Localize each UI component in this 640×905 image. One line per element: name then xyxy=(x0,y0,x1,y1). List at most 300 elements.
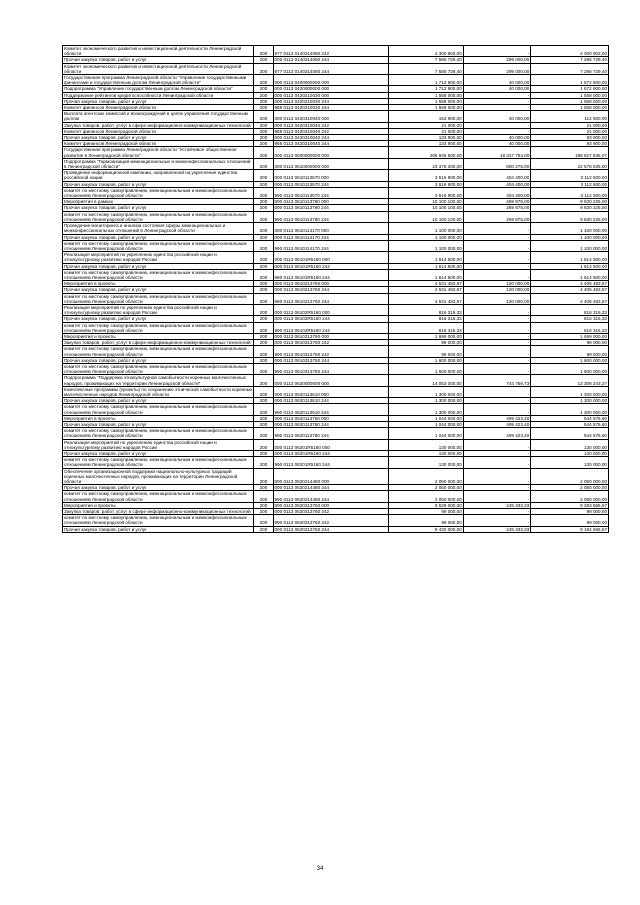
row-executed-cell: - xyxy=(463,468,531,485)
row-code-cell: 200 xyxy=(254,304,273,315)
row-executed-cell: - xyxy=(463,122,531,128)
row-kbk-cell: 990 0113 0610313760 242 xyxy=(273,346,389,357)
row-executed-cell: - xyxy=(463,234,531,240)
row-approved-cell: 3 516 900,00 xyxy=(389,187,463,198)
row-kbk-cell: 990 0113 0610113570 244 xyxy=(273,187,389,198)
row-remaining-cell: 13 308 243,27 xyxy=(531,375,609,386)
row-kbk-cell: 000 0113 06102R5160 000 xyxy=(273,304,389,315)
row-remaining-cell: 1 614 500,00 xyxy=(531,269,609,280)
row-executed-cell: - xyxy=(463,340,531,346)
row-name-cell: Государственная программа Ленинградской области "Устойчивое общественное развитие в Ленинградской области" xyxy=(63,147,254,158)
row-executed-cell: 404 400,00 xyxy=(463,187,531,198)
row-executed-cell: 299 000,00 xyxy=(463,63,531,74)
row-kbk-cell: 000 0113 0610313760 244 xyxy=(273,357,389,363)
row-approved-cell: 3 516 900,00 xyxy=(389,181,463,187)
row-remaining-cell: 7 286 729,40 xyxy=(531,57,609,63)
row-remaining-cell: 1 600 000,00 xyxy=(531,363,609,374)
row-executed-cell: - xyxy=(463,346,531,357)
row-approved-cell: 2 050 000,00 xyxy=(389,468,463,485)
row-name-cell: комитет по местному самоуправлению, межнациональным и межконфессиональным отношениям Ленинградской области xyxy=(63,457,254,468)
row-approved-cell: 9 529 000,00 xyxy=(389,502,463,508)
row-code-cell: 200 xyxy=(254,375,273,386)
row-approved-cell: 10 100 100,00 xyxy=(389,205,463,211)
row-executed-cell: 120 000,00 xyxy=(463,293,531,304)
row-code-cell: 200 xyxy=(254,135,273,141)
row-executed-cell: 744 756,73 xyxy=(463,375,531,386)
row-kbk-cell: 990 0113 0620113610 244 xyxy=(273,404,389,415)
row-code-cell: 200 xyxy=(254,415,273,421)
row-kbk-cell: 000 0113 0610313760 000 xyxy=(273,333,389,339)
row-name-cell: Мероприятия и проекты xyxy=(63,502,254,508)
row-approved-cell: 99 000,00 xyxy=(389,346,463,357)
row-approved-cell: 130 000,00 xyxy=(389,457,463,468)
row-kbk-cell: 990 0113 0610213760 244 xyxy=(273,293,389,304)
table-row xyxy=(63,526,609,532)
row-approved-cell: 1 712 900,00 xyxy=(389,86,463,92)
row-approved-cell: 14 053 000,00 xyxy=(389,375,463,386)
row-approved-cell: 130 000,00 xyxy=(389,451,463,457)
row-code-cell: 200 xyxy=(254,269,273,280)
row-executed-cell: - xyxy=(463,252,531,263)
row-executed-cell: 18 317 754,00 xyxy=(463,147,531,158)
row-name-cell: Прочая закупка товаров, работ и услуг xyxy=(63,135,254,141)
row-name-cell: комитет по местному самоуправлению, межнациональным и межконфессиональным отношениям Ленинградской области xyxy=(63,515,254,526)
row-executed-cell: - xyxy=(463,128,531,134)
row-approved-cell: 4 531 483,67 xyxy=(389,281,463,287)
row-name-cell: комитет по местному самоуправлению, межнациональным и межконфессиональным отношениям Ленинградской области xyxy=(63,363,254,374)
row-code-cell: 200 xyxy=(254,509,273,515)
row-kbk-cell: 990 0113 0610113760 244 xyxy=(273,211,389,222)
row-kbk-cell: 000 0113 0620113610 000 xyxy=(273,386,389,397)
row-name-cell: комитет по местному самоуправлению, межнациональным и межконфессиональным отношениям Ленинградской области xyxy=(63,428,254,439)
row-executed-cell: - xyxy=(463,485,531,491)
row-approved-cell: 9 430 000,00 xyxy=(389,526,463,532)
row-name-cell: Прочая закупка товаров, работ и услуг xyxy=(63,57,254,63)
row-approved-cell: 206 945 600,00 xyxy=(389,147,463,158)
row-approved-cell: 130 000,00 xyxy=(389,439,463,450)
row-remaining-cell: 93 900,00 xyxy=(531,141,609,147)
row-kbk-cell: 000 0113 0600000000 000 xyxy=(273,147,389,158)
row-approved-cell: 1 300 000,00 xyxy=(389,386,463,397)
row-kbk-cell: 985 0113 0420310040 242 xyxy=(273,128,389,134)
row-remaining-cell: 1 558 000,00 xyxy=(531,105,609,111)
row-approved-cell: 1 044 000,00 xyxy=(389,422,463,428)
row-executed-cell: - xyxy=(463,98,531,104)
row-kbk-cell: 000 0113 0420310040 242 xyxy=(273,122,389,128)
row-approved-cell: 10 100 100,00 xyxy=(389,211,463,222)
row-code-cell: 200 xyxy=(254,451,273,457)
row-name-cell: Реализация мероприятий по укреплению единства российской нации и этнокультурному развитию народов России xyxy=(63,304,254,315)
table-row xyxy=(63,187,609,198)
row-approved-cell: 1 712 900,00 xyxy=(389,75,463,86)
row-code-cell: 200 xyxy=(254,92,273,98)
row-name-cell: Комитет экономического развития и инвестиционной деятельности Ленинградской области xyxy=(63,46,254,57)
row-kbk-cell: 990 0113 06102R5160 244 xyxy=(273,322,389,333)
row-kbk-cell: 000 0113 0620214480 000 xyxy=(273,468,389,485)
row-kbk-cell: 000 0113 0610213760 000 xyxy=(273,281,389,287)
row-name-cell: Комитет финансов Ленинградской области xyxy=(63,141,254,147)
row-name-cell: Мероприятия и проекты xyxy=(63,333,254,339)
row-approved-cell: 1 558 000,00 xyxy=(389,92,463,98)
row-remaining-cell: 2 050 000,00 xyxy=(531,491,609,502)
row-name-cell: комитет по местному самоуправлению, межнациональным и межконфессиональным отношениям Ленинградской области xyxy=(63,293,254,304)
row-approved-cell: 1 614 500,00 xyxy=(389,263,463,269)
row-remaining-cell: 1 558 000,00 xyxy=(531,98,609,104)
row-remaining-cell: 816 316,33 xyxy=(531,322,609,333)
row-remaining-cell: 1 672 900,00 xyxy=(531,75,609,86)
table-row xyxy=(63,223,609,234)
row-kbk-cell: 000 0113 0610114170 000 xyxy=(273,223,389,234)
row-kbk-cell: 000 0113 0620113610 244 xyxy=(273,398,389,404)
row-approved-cell: 7 585 729,40 xyxy=(389,63,463,74)
row-name-cell: Прочая закупка товаров, работ и услуг xyxy=(63,451,254,457)
row-approved-cell: 1 614 500,00 xyxy=(389,269,463,280)
row-remaining-cell: 188 627 845,07 xyxy=(531,147,609,158)
row-name-cell: Подпрограмма "Поддержка этнокультурной самобытности коренных малочисленных народов, проживающих на территории Ленинградской области" xyxy=(63,375,254,386)
table-row xyxy=(63,46,609,57)
row-name-cell: Поддержание рейтингов кредитоспособности Ленинградской области xyxy=(63,92,254,98)
row-executed-cell: 40 000,00 xyxy=(463,141,531,147)
table-row xyxy=(63,346,609,357)
row-approved-cell: 1 300 000,00 xyxy=(389,404,463,415)
row-executed-cell: - xyxy=(463,105,531,111)
row-kbk-cell: 000 0113 0610113760 244 xyxy=(273,205,389,211)
row-remaining-cell: 1 300 000,00 xyxy=(531,404,609,415)
row-code-cell: 200 xyxy=(254,340,273,346)
row-code-cell: 200 xyxy=(254,46,273,57)
row-approved-cell: 816 316,33 xyxy=(389,316,463,322)
row-approved-cell: 1 100 000,00 xyxy=(389,240,463,251)
row-remaining-cell: 99 000,00 xyxy=(531,340,609,346)
row-kbk-cell: 000 0113 0620313760 000 xyxy=(273,502,389,508)
row-code-cell: 200 xyxy=(254,346,273,357)
row-name-cell: Прочая закупка товаров, работ и услуг xyxy=(63,234,254,240)
row-remaining-cell: 1 614 500,00 xyxy=(531,263,609,269)
row-remaining-cell: 9 830 225,00 xyxy=(531,205,609,211)
row-kbk-cell: 985 0113 0420310040 244 xyxy=(273,141,389,147)
row-executed-cell: - xyxy=(463,92,531,98)
row-remaining-cell: 1 100 000,00 xyxy=(531,234,609,240)
row-name-cell: комитет по местному самоуправлению, межнациональным и межконфессиональным отношениям Ленинградской области xyxy=(63,404,254,415)
row-kbk-cell: 000 0113 0620313760 244 xyxy=(273,526,389,532)
row-executed-cell: 269 875,00 xyxy=(463,199,531,205)
row-code-cell: 200 xyxy=(254,147,273,158)
row-code-cell: 200 xyxy=(254,491,273,502)
row-approved-cell: 1 600 000,00 xyxy=(389,357,463,363)
row-remaining-cell: 9 830 225,00 xyxy=(531,199,609,205)
row-executed-cell: - xyxy=(463,404,531,415)
table-body xyxy=(63,46,609,533)
row-remaining-cell: 99 000,00 xyxy=(531,346,609,357)
row-name-cell: Мероприятия в проекты xyxy=(63,415,254,421)
row-remaining-cell: 1 100 000,00 xyxy=(531,223,609,234)
row-executed-cell: - xyxy=(463,322,531,333)
row-name-cell: комитет по местному самоуправлению, межнациональным и межконфессиональным отношениям Ленинградской области xyxy=(63,346,254,357)
row-approved-cell: 1 044 000,00 xyxy=(389,428,463,439)
row-name-cell: Проведение мониторинга и анализа состояния сферы межнациональных и межконфессиональных отношений в Ленинградской области xyxy=(63,223,254,234)
row-executed-cell: - xyxy=(463,491,531,502)
row-executed-cell: - xyxy=(463,439,531,450)
row-remaining-cell: 1 100 000,00 xyxy=(531,240,609,251)
row-name-cell: комитет по местному самоуправлению, межнациональным и межконфессиональным отношениям Ленинградской области xyxy=(63,269,254,280)
row-approved-cell: 1 100 000,00 xyxy=(389,223,463,234)
row-code-cell: 200 xyxy=(254,252,273,263)
row-kbk-cell: 000 0113 0420310040 000 xyxy=(273,111,389,122)
row-kbk-cell: 000 0113 0140314080 244 xyxy=(273,57,389,63)
row-remaining-cell: 1 300 000,00 xyxy=(531,398,609,404)
row-approved-cell: 10 100 100,00 xyxy=(389,199,463,205)
row-approved-cell: 21 000,00 xyxy=(389,122,463,128)
row-remaining-cell: 4 405 483,67 xyxy=(531,281,609,287)
row-kbk-cell: 977 0113 0140314080 242 xyxy=(273,46,389,57)
row-code-cell: 200 xyxy=(254,98,273,104)
row-remaining-cell: 2 050 000,00 xyxy=(531,468,609,485)
row-approved-cell: 21 000,00 xyxy=(389,128,463,134)
row-executed-cell: 40 000,00 xyxy=(463,75,531,86)
table-row xyxy=(63,75,609,86)
row-name-cell: Комитет экономического развития и инвестиционной деятельности Ленинградской области xyxy=(63,63,254,74)
row-code-cell: 200 xyxy=(254,128,273,134)
row-approved-cell: 154 900,00 xyxy=(389,111,463,122)
row-approved-cell: 1 044 000,00 xyxy=(389,415,463,421)
row-kbk-cell: 000 0113 06102R5160 244 xyxy=(273,316,389,322)
table-row xyxy=(63,322,609,333)
row-remaining-cell: 3 112 500,00 xyxy=(531,187,609,198)
row-name-cell: комитет по местному самоуправлению, межнациональным и межконфессиональным отношениям Ленинградской области xyxy=(63,322,254,333)
row-code-cell: 200 xyxy=(254,502,273,508)
row-remaining-cell: 22 578 025,00 xyxy=(531,158,609,169)
row-kbk-cell: 977 0113 0140314080 244 xyxy=(273,63,389,74)
row-code-cell: 200 xyxy=(254,234,273,240)
row-executed-cell: 40 000,00 xyxy=(463,111,531,122)
row-remaining-cell: 9 283 666,67 xyxy=(531,502,609,508)
row-remaining-cell: 9 184 666,67 xyxy=(531,526,609,532)
row-kbk-cell: 000 0113 0610113760 000 xyxy=(273,199,389,205)
row-code-cell: 200 xyxy=(254,141,273,147)
row-approved-cell: 1 600 000,00 xyxy=(389,363,463,374)
row-name-cell: комитет по местному самоуправлению, межнациональным и межконфессиональным отношениям Ленинградской области xyxy=(63,491,254,502)
row-name-cell: Комплексные программы (проекты) по сохранению этнической самобытности коренных малочисленных народов Ленинградской области xyxy=(64,386,253,397)
row-approved-cell: 2 050 000,00 xyxy=(389,485,463,491)
row-code-cell: 200 xyxy=(254,223,273,234)
table-row xyxy=(63,439,609,450)
row-remaining-cell: 1 672 900,00 xyxy=(531,86,609,92)
table-row xyxy=(63,375,609,386)
row-name-cell: Закупка товаров, работ, услуг в сфере информационно-коммуникационных технологий xyxy=(63,122,254,128)
row-name-cell: Прочая закупка товаров, работ и услуг xyxy=(63,422,254,428)
row-name-cell: Реализация мероприятий по укреплению единства российской нации и этнокультурному развитию народов России xyxy=(63,252,254,263)
row-remaining-cell: 21 000,00 xyxy=(531,122,609,128)
row-name-cell: Прочая закупка товаров, работ и услуг xyxy=(63,287,254,293)
row-executed-cell: 404 400,00 xyxy=(463,170,531,181)
row-executed-cell: 299 000,00 xyxy=(463,57,531,63)
row-name-cell: Прочая закупка товаров, работ и услуг xyxy=(63,316,254,322)
row-approved-cell: 133 900,00 xyxy=(389,135,463,141)
row-kbk-cell: 000 0113 0420210030 244 xyxy=(273,98,389,104)
row-executed-cell: 499 423,40 xyxy=(463,428,531,439)
row-approved-cell: 4 531 483,67 xyxy=(389,293,463,304)
row-remaining-cell: 4 300 903,00 xyxy=(531,46,609,57)
row-remaining-cell: 544 576,60 xyxy=(531,422,609,428)
row-kbk-cell: 000 0113 0620113760 244 xyxy=(273,422,389,428)
row-code-cell: 200 xyxy=(254,468,273,485)
row-executed-cell: - xyxy=(463,509,531,515)
row-kbk-cell: 000 0113 06201R5160 244 xyxy=(273,451,389,457)
row-remaining-cell: 816 316,33 xyxy=(531,316,609,322)
table-row xyxy=(63,240,609,251)
row-remaining-cell: 544 576,60 xyxy=(531,415,609,421)
row-executed-cell: - xyxy=(463,451,531,457)
row-code-cell: 200 xyxy=(254,428,273,439)
row-kbk-cell: 000 0113 0610113570 000 xyxy=(273,170,389,181)
row-approved-cell: 99 000,00 xyxy=(389,509,463,515)
row-executed-cell: 269 875,00 xyxy=(463,205,531,211)
row-executed-cell: 120 000,00 xyxy=(463,281,531,287)
row-approved-cell: 1 100 000,00 xyxy=(389,234,463,240)
row-executed-cell: 269 875,00 xyxy=(463,211,531,222)
row-executed-cell: - xyxy=(463,240,531,251)
row-code-cell: 200 xyxy=(254,240,273,251)
row-code-cell: 200 xyxy=(254,57,273,63)
table-row xyxy=(63,515,609,526)
row-approved-cell: 7 585 729,40 xyxy=(389,57,463,63)
row-executed-cell: - xyxy=(463,263,531,269)
table-row xyxy=(63,293,609,304)
row-kbk-cell: 000 0113 0610000000 000 xyxy=(273,158,389,169)
row-executed-cell: - xyxy=(463,304,531,315)
row-name-cell: Прочая закупка товаров, работ и услуг xyxy=(63,263,254,269)
table-row xyxy=(63,111,609,122)
row-executed-cell: - xyxy=(463,357,531,363)
row-code-cell: 200 xyxy=(254,211,273,222)
row-name-cell: Подпрограмма "Гармонизация межнациональных и межконфессиональных отношений в Ленинградской области" xyxy=(63,158,254,169)
row-remaining-cell: 1 600 000,00 xyxy=(531,357,609,363)
row-remaining-cell: 1 300 000,00 xyxy=(531,386,609,397)
row-approved-cell: 23 378 300,00 xyxy=(389,158,463,169)
row-remaining-cell: 130 000,00 xyxy=(531,451,609,457)
row-code-cell: 200 xyxy=(254,187,273,198)
page-number: 34 xyxy=(316,866,324,872)
table-row xyxy=(63,491,609,502)
row-executed-cell: 404 400,00 xyxy=(463,181,531,187)
row-code-cell: 200 xyxy=(254,199,273,205)
row-code-cell: 200 xyxy=(254,363,273,374)
row-remaining-cell: 1 699 000,00 xyxy=(531,333,609,339)
row-approved-cell: 1 699 000,00 xyxy=(389,333,463,339)
row-executed-cell: - xyxy=(463,398,531,404)
table-row xyxy=(63,170,609,181)
row-remaining-cell: 130 000,00 xyxy=(531,439,609,450)
table-row xyxy=(63,252,609,263)
row-approved-cell: 1 614 500,00 xyxy=(389,252,463,263)
row-kbk-cell: 990 0113 0620214480 244 xyxy=(273,491,389,502)
row-approved-cell: 816 316,33 xyxy=(389,322,463,333)
row-kbk-cell: 000 0113 0400000000 000 xyxy=(273,75,389,86)
row-executed-cell: - xyxy=(463,269,531,280)
table-row xyxy=(63,457,609,468)
row-code-cell: 200 xyxy=(254,170,273,181)
row-kbk-cell: 990 0113 0610114170 244 xyxy=(273,240,389,251)
row-executed-cell: - xyxy=(463,457,531,468)
row-remaining-cell: 2 050 000,00 xyxy=(531,485,609,491)
row-code-cell: 200 xyxy=(254,287,273,293)
row-name-cell: комитет по местному самоуправлению, межнациональным и межконфессиональным отношениям Ленинградской области xyxy=(63,211,254,222)
row-remaining-cell: 3 112 500,00 xyxy=(531,170,609,181)
row-code-cell: 200 xyxy=(254,357,273,363)
row-kbk-cell: 990 0113 06201R5160 244 xyxy=(273,457,389,468)
row-kbk-cell: 000 0113 0620000000 000 xyxy=(273,375,389,386)
row-approved-cell: 2 050 000,00 xyxy=(389,491,463,502)
row-remaining-cell: 9 830 225,00 xyxy=(531,211,609,222)
row-kbk-cell: 000 0113 0610114170 244 xyxy=(273,234,389,240)
row-name-cell: комитет по местному самоуправлению, межнациональным и межконфессиональным отношениям Ленинградской области xyxy=(63,240,254,251)
row-executed-cell: - xyxy=(463,316,531,322)
row-kbk-cell: 000 0113 0610313760 242 xyxy=(273,340,389,346)
row-name-cell: Реализация мероприятий по укреплению единства российской нации и этнокультурному развитию народов России xyxy=(63,439,254,450)
document-page xyxy=(62,45,609,533)
row-code-cell: 200 xyxy=(254,75,273,86)
row-kbk-cell: 990 0113 0620313760 242 xyxy=(273,515,389,526)
table-row xyxy=(63,363,609,374)
row-executed-cell: 40 000,00 xyxy=(463,135,531,141)
row-kbk-cell: 000 0113 06201R5160 000 xyxy=(273,439,389,450)
row-remaining-cell: 1 558 000,00 xyxy=(531,92,609,98)
row-code-cell: 200 xyxy=(254,526,273,532)
table-row xyxy=(63,428,609,439)
row-code-cell: 200 xyxy=(254,333,273,339)
row-name-cell: Прочая закупка товаров, работ и услуг xyxy=(63,205,254,211)
row-approved-cell: 1 300 000,00 xyxy=(389,398,463,404)
row-executed-cell: 499 423,40 xyxy=(463,422,531,428)
row-remaining-cell: 4 405 483,67 xyxy=(531,287,609,293)
row-code-cell: 200 xyxy=(254,63,273,74)
row-remaining-cell: 130 000,00 xyxy=(531,457,609,468)
row-kbk-cell: 000 0113 0620313760 242 xyxy=(273,509,389,515)
row-name-cell: Прочая закупка товаров, работ и услуг xyxy=(63,398,254,404)
row-remaining-cell: 4 405 483,67 xyxy=(531,293,609,304)
row-code-cell: 200 xyxy=(254,322,273,333)
row-code-cell: 200 xyxy=(254,439,273,450)
row-code-cell: 200 xyxy=(254,281,273,287)
row-code-cell: 200 xyxy=(254,105,273,111)
table-row xyxy=(63,468,609,485)
row-remaining-cell: 99 000,00 xyxy=(531,509,609,515)
table-row xyxy=(63,158,609,169)
row-name-cell: Проведение информационной кампании, направленной на укрепление единства российской нации xyxy=(63,170,254,181)
row-kbk-cell: 000 0113 0620214480 244 xyxy=(273,485,389,491)
row-remaining-cell: 816 316,33 xyxy=(531,304,609,315)
row-kbk-cell: 000 0113 0610213760 244 xyxy=(273,287,389,293)
row-kbk-cell: 000 0113 0420000000 000 xyxy=(273,86,389,92)
row-code-cell: 200 xyxy=(254,205,273,211)
row-name-cell: Прочая закупка товаров, работ и услуг xyxy=(63,98,254,104)
row-name-cell: Обеспечение организационной поддержки национально-культурных традиций коренных малочисленных народов, проживающих на территории Ленинградской области xyxy=(63,468,254,485)
row-executed-cell: 800 275,00 xyxy=(463,158,531,169)
row-kbk-cell: 000 0113 06101R5160 244 xyxy=(273,263,389,269)
row-name-cell: Выплата агентских комиссий и вознаграждений в целях управления государственным долгом xyxy=(63,111,254,122)
row-kbk-cell: 990 0113 06101R5160 244 xyxy=(273,269,389,280)
row-approved-cell: 1 558 000,00 xyxy=(389,105,463,111)
row-name-cell: Государственная программа Ленинградской области "Управление государственными финансами и государственным долгом Ленинградской области" xyxy=(63,75,254,86)
table-row xyxy=(63,211,609,222)
row-executed-cell: 245 333,33 xyxy=(463,502,531,508)
row-executed-cell: - xyxy=(463,386,531,397)
row-executed-cell: 245 333,33 xyxy=(463,526,531,532)
row-name-cell: Подпрограмма "Управление государственным долгом Ленинградской области" xyxy=(63,86,254,92)
table-row xyxy=(63,404,609,415)
row-approved-cell: 99 000,00 xyxy=(389,340,463,346)
table-row xyxy=(63,63,609,74)
